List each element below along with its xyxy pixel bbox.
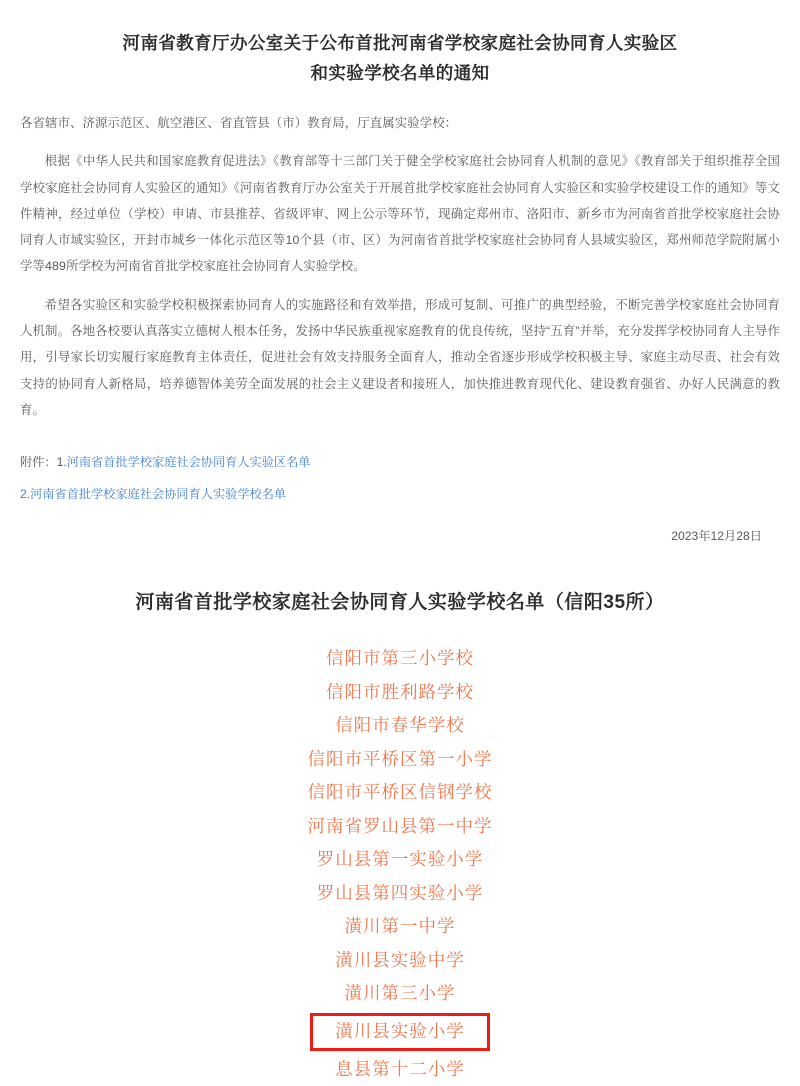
list-item: 河南省罗山县第一中学 [307,815,493,836]
spacer [20,136,780,148]
list-item: 息县第十二小学 [335,1058,465,1079]
attachment-2-text: 河南省首批学校家庭社会协同育人实验学校名单 [30,487,287,502]
document-date: 2023年12月28日 [671,529,762,544]
doc-title-line-2: 和实验学校名单的通知 [310,63,490,83]
school-list-document [0,588,800,1086]
attachment-2-number: 2. [20,487,31,502]
notice-body [20,110,780,423]
page-title [20,0,780,88]
spacer [20,280,780,292]
attachment-label: 附件： [20,455,57,470]
school-list-title: 河南省首批学校家庭社会协同育人实验学校名单（信阳35所） [135,592,665,614]
list-item: 罗山县第一实验小学 [316,849,484,870]
list-item: 潢川第三小学 [344,983,456,1004]
list-item: 信阳市平桥区第一小学 [307,748,493,769]
list-item: 信阳市春华学校 [335,715,465,736]
list-item: 信阳市胜利路学校 [326,681,474,702]
section-divider [0,544,800,566]
attachment-row-1 [20,449,780,475]
school-list [20,642,780,1086]
list-item-highlighted: 潢川县实验小学 [310,1013,490,1051]
notice-paragraph-2: 希望各实验区和实验学校积极探索协同育人的实施路径和有效举措，形成可复制、可推广的典型经验，不断完善学校家庭社会协同育人机制。各地各校要认真落实立德树人根本任务，发扬中华民族重视家庭教育的优良传统，坚持“五育”并举，充分发挥学校协同育人主导作用，引导家长切实履行家庭教育主体责任，促进社会有效支持服务全面育人，推动全省逐步形成学校积极主导、家庭主动尽责、社会有效支持的协同育人新格局，培养德智体美劳全面发展的社会主义建设者和接班人，加快推进教育现代化、建设教育强省、办好人民满意的教育。 [20,297,780,417]
attachment-2-link[interactable] [20,487,286,501]
notice-paragraph-1: 根据《中华人民共和国家庭教育促进法》《教育部等十三部门关于健全学校家庭社会协同育人机制的意见》《教育部关于组织推荐全国学校家庭社会协同育人实验区的通知》《河南省教育厅办公室关于开展首批学校家庭社会协同育人实验区和实验学校建设工作的通知》等文件精神，经过单位（学校）申请、市县推荐、省级评审、网上公示等环节，现确定郑州市、洛阳市、新乡市为河南省首批学校家庭社会协同育人市域实验区，开封市城乡一体化示范区等10个县（市、区）为河南省首批学校家庭社会协同育人县域实验区，郑州师范学院附属小学等489所学校为河南省首批学校家庭社会协同育人实验学校。 [20,154,780,274]
attachment-row-2 [20,481,780,507]
attachment-1-number: 1. [56,455,67,470]
list-item: 潢川县实验中学 [335,949,465,970]
list-item: 潢川第一中学 [344,916,456,937]
doc-title-line-1: 河南省教育厅办公室关于公布首批河南省学校家庭社会协同育人实验区 [122,33,678,53]
list-item: 罗山县第四实验小学 [316,882,484,903]
list-item: 信阳市第三小学校 [326,648,474,669]
list-item: 信阳市平桥区信钢学校 [307,782,493,803]
attachment-section [20,449,780,507]
salutation: 各省辖市、济源示范区、航空港区、省直管县（市）教育局，厅直属实验学校： [20,116,458,130]
attachment-1-link[interactable]: 河南省首批学校家庭社会协同育人实验区名单 [66,455,311,470]
